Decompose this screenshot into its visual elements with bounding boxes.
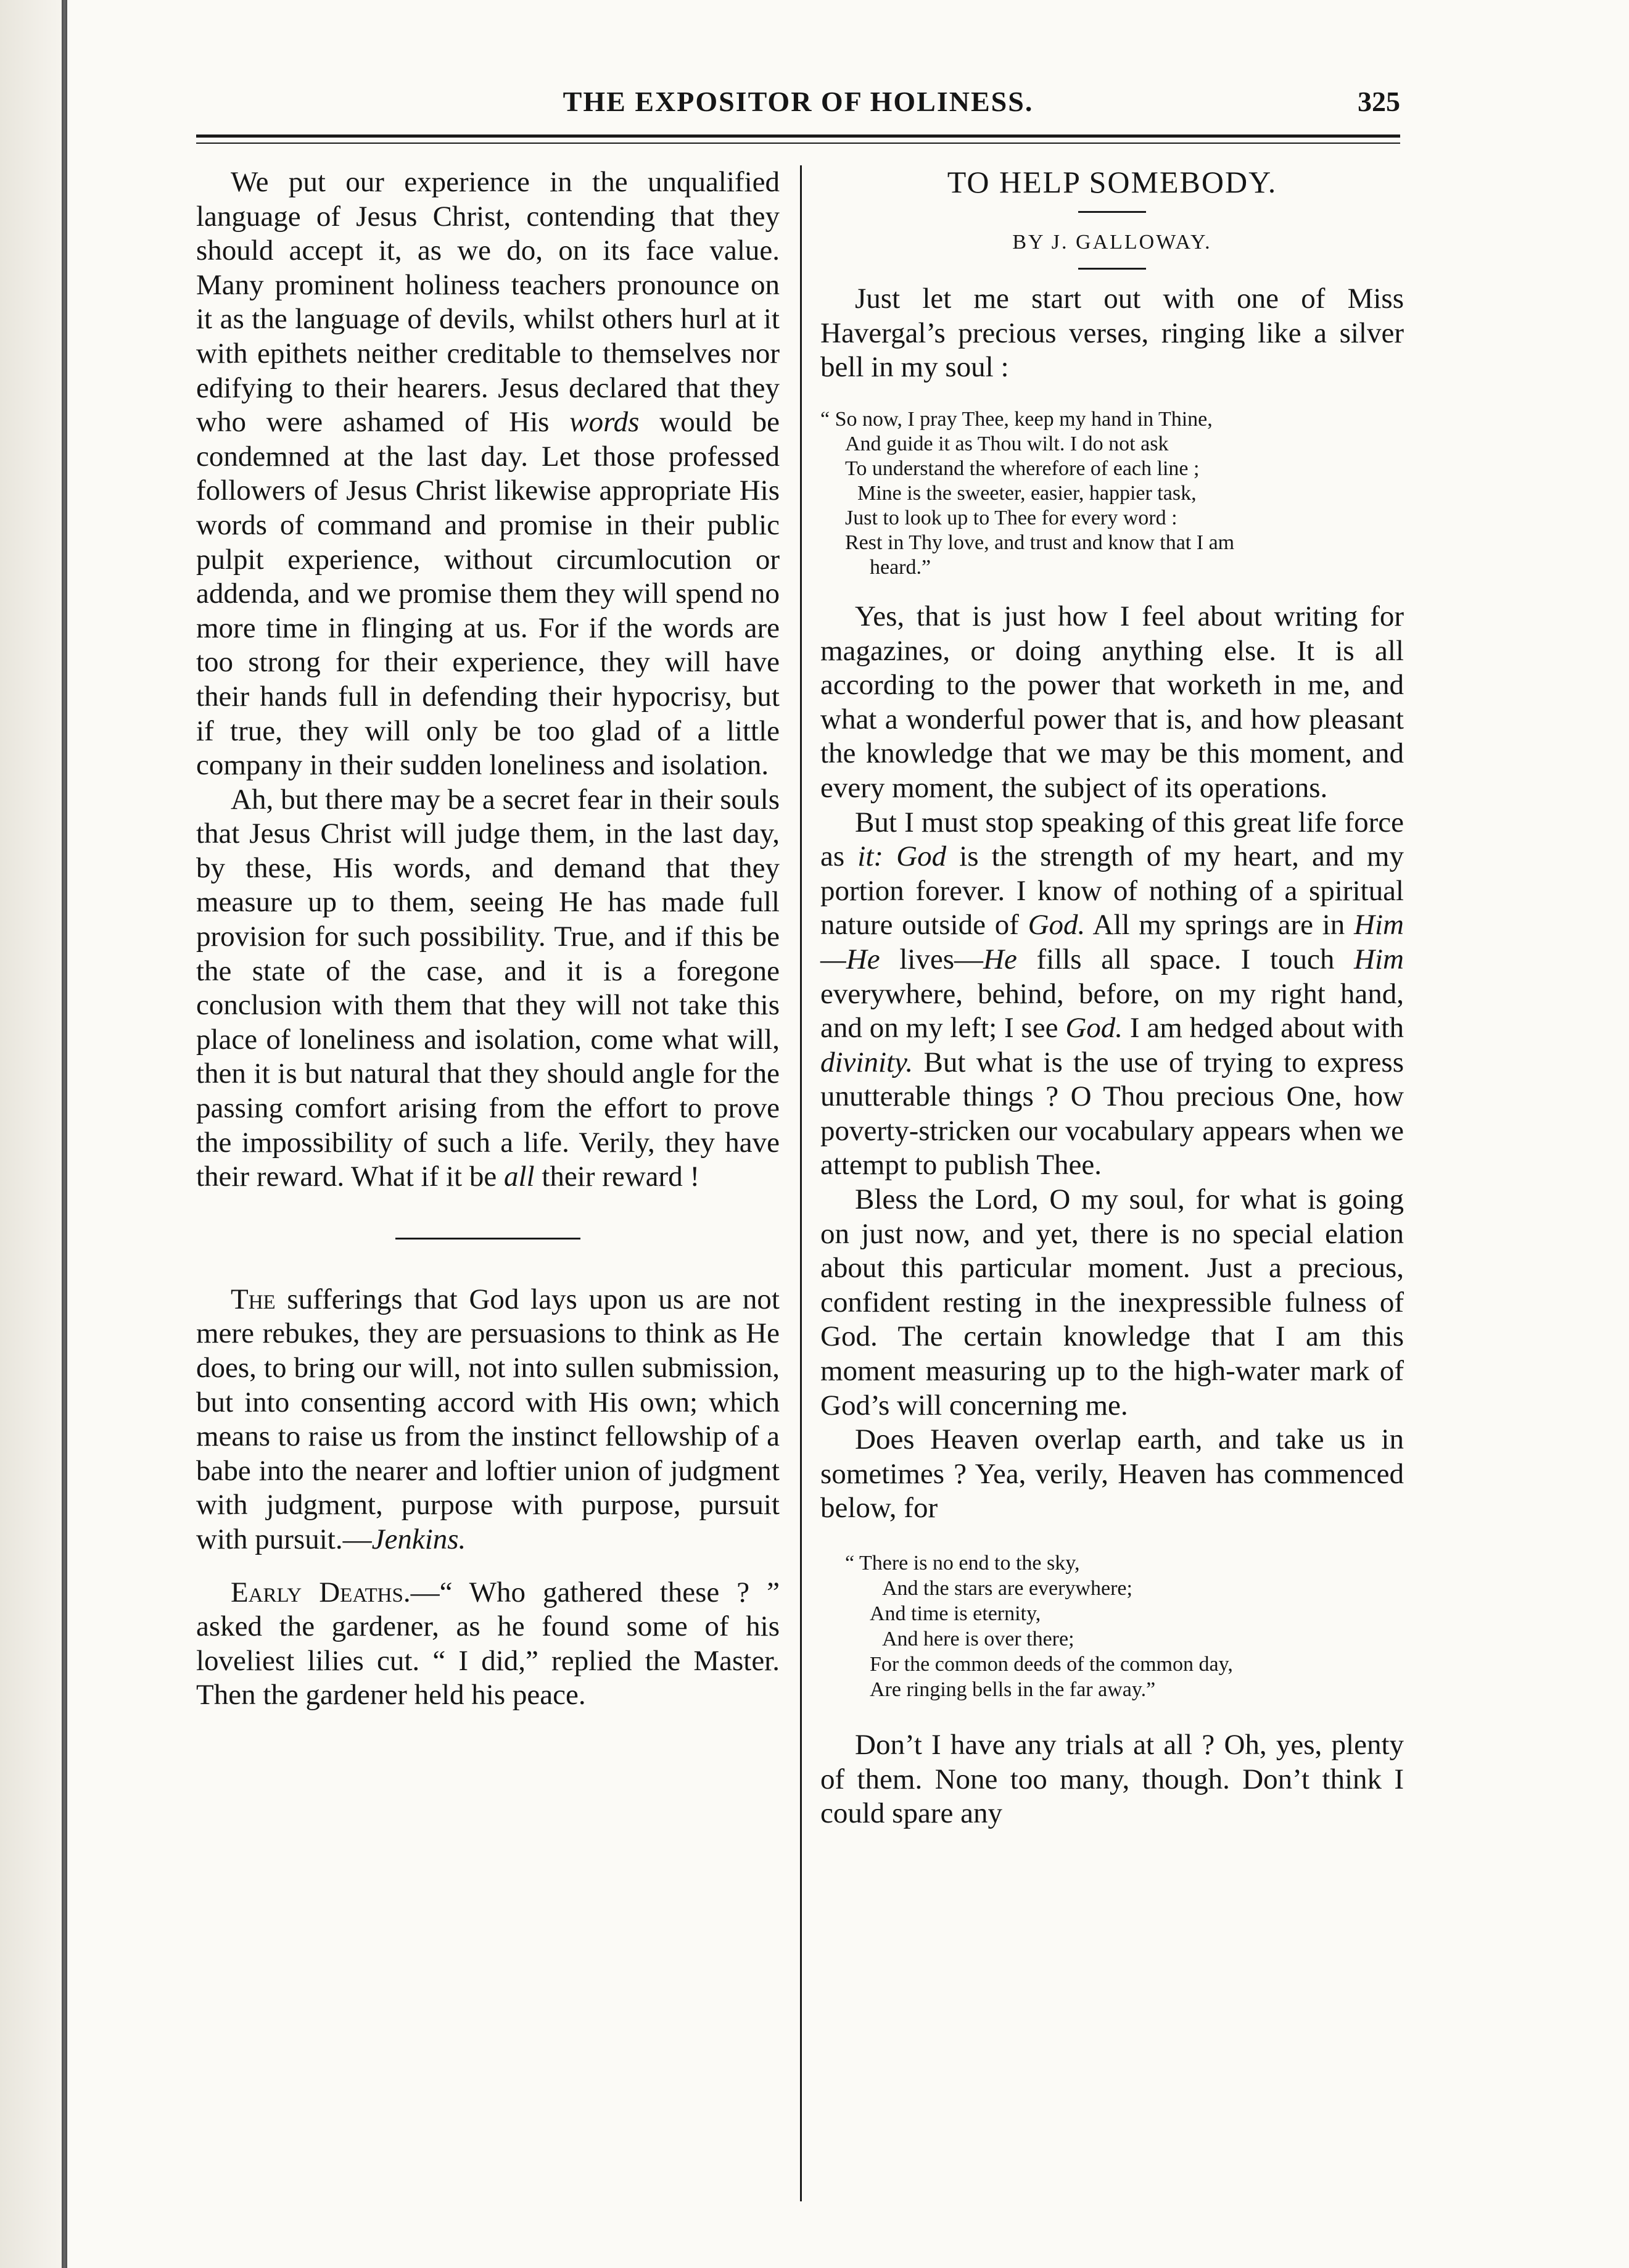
verse-line: To understand the wherefore of each line ; (845, 457, 1200, 480)
binding-edge (62, 0, 67, 2268)
page-number: 325 (1358, 86, 1400, 117)
verse-line: Mine is the sweeter, easier, happier task, (857, 481, 1197, 505)
verse-line: And the stars are everywhere; (882, 1577, 1132, 1600)
running-title: THE EXPOSITOR OF HOLINESS. (563, 86, 1034, 117)
havergal-verse (820, 407, 1404, 580)
article-byline: BY J. GALLOWAY. (1012, 230, 1212, 254)
right-paragraph-1: Just let me start out with one of Miss Havergal’s precious verses, ringing like a silver bell in my soul : (820, 283, 1404, 384)
sky-verse (820, 1550, 1404, 1702)
verse-line: For the common deeds of the common day, (870, 1653, 1233, 1676)
left-paragraph-jenkins: The sufferings that God lays upon us are not mere rebukes, they are persuasions to think as He does, to bring our will, not into sullen submission, but into consenting accord with His own; which means to raise us from the instinct fellowship of a babe into the nearer and loftier union of judgment with judgment, purpose with purpose, pursuit with pursuit.—Jenkins. (196, 1283, 780, 1555)
column-divider (800, 165, 802, 2201)
verse-line: Just to look up to Thee for every word : (845, 506, 1177, 529)
right-paragraph-2: Yes, that is just how I feel about writing for magazines, or doing anything else. It is all according to the power that worketh in me, and what a wonderful power that is, and how pleasant the knowledge that we may be this moment, and every moment, the subject of its operations. (820, 600, 1404, 804)
verse-line: “ So now, I pray Thee, keep my hand in Thine, (820, 407, 1213, 431)
verse-line: And time is eternity, (870, 1602, 1041, 1625)
section-separator (395, 1238, 580, 1240)
left-paragraph-early-deaths: Early Deaths.—“ Who gathered these ? ” asked the gardener, as he found some of his loveliest lilies cut. “ I did,” replied the Master. Then the gardener held his peace. (196, 1576, 780, 1711)
article-title: TO HELP SOMEBODY. (947, 165, 1277, 199)
verse-line: Rest in Thy love, and trust and know that I am (845, 531, 1235, 554)
page-gutter-shadow (0, 0, 62, 2268)
title-rule (1078, 211, 1146, 213)
right-paragraph-4: Bless the Lord, O my soul, for what is going on just now, and yet, there is no special elation about this particular moment. Just a precious, confident resting in the inexpressible fulness of God. The certain knowledge that I am this moment measuring up to the high-water mark of God’s will concerning me. (820, 1183, 1404, 1422)
verse-line: “ There is no end to the sky, (845, 1552, 1080, 1575)
verse-line: And guide it as Thou wilt. I do not ask (845, 432, 1169, 455)
header-rule-thick (196, 135, 1400, 138)
byline-rule (1078, 268, 1146, 270)
right-column (820, 165, 1404, 1831)
page-header (196, 79, 1400, 128)
verse-line: heard.” (870, 555, 931, 579)
right-paragraph-5: Does Heaven overlap earth, and take us in sometimes ? Yea, verily, Heaven has commenced below, for (820, 1423, 1404, 1525)
verse-line: Are ringing bells in the far away.” (870, 1678, 1156, 1701)
right-paragraph-6: Don’t I have any trials at all ? Oh, yes, plenty of them. None too many, though. Don’t think I could spare any (820, 1729, 1404, 1830)
verse-line: And here is over there; (882, 1628, 1074, 1650)
left-paragraph-2: Ah, but there may be a secret fear in their souls that Jesus Christ will judge them, in the last day, by these, His words, and demand that they measure up to them, seeing He has made full provision for such possibility. True, and if this be the state of the case, and it is a foregone conclusion with them that they will not take this place of loneliness and isolation, come what will, then it is but natural that they should angle for the passing comfort arising from the effort to prove the impossibility of such a life. Verily, they have their reward. What if it be all their reward ! (196, 783, 780, 1193)
left-column (196, 165, 780, 1713)
left-paragraph-1: We put our experience in the unqualified language of Jesus Christ, contending that they should accept it, as we do, on its face value. Many prominent holiness teachers pronounce on it as the language of devils, whilst others hurl at it with epithets neither creditable to themselves nor edifying to their hearers. Jesus declared that they who were ashamed of His words would be condemned at the last day. Let those professed followers of Jesus Christ likewise appropriate His words of command and promise in their public pulpit experience, without circumlocution or addenda, and we promise them they will spend no more time in flinging at us. For if the words are too strong for their experience, they will have their hands full in defending their hypocrisy, but if true, they will only be too glad of a little company in their sudden loneliness and isolation. (196, 166, 780, 782)
right-paragraph-3: But I must stop speaking of this great life force as it: God is the strength of my heart, and my portion forever. I know of nothing of a spiritual nature outside of God. All my springs are in Him—He lives—He fills all space. I touch Him everywhere, behind, before, on my right hand, and on my left; I see God. I am hedged about with divinity. But what is the use of trying to express unutterable things ? O Thou precious One, how poverty-stricken our vocabulary appears when we attempt to publish Thee. (820, 806, 1404, 1182)
header-rule-thin (196, 143, 1400, 144)
